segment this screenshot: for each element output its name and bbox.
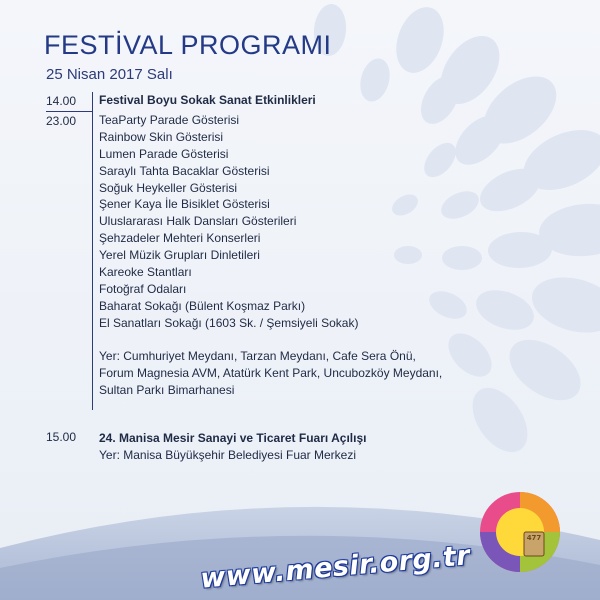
festival-logo	[478, 490, 562, 574]
list-item: Baharat Sokağı (Bülent Koşmaz Parkı)	[99, 298, 306, 313]
list-item: Şener Kaya İle Bisiklet Gösterisi	[99, 197, 270, 212]
list-item: Kareoke Stantları	[99, 265, 192, 280]
event2-title: 24. Manisa Mesir Sanayi ve Ticaret Fuarı Açılışı	[99, 431, 367, 445]
list-item: Lumen Parade Gösterisi	[99, 146, 229, 161]
venue-line: Sultan Parkı Bimarhanesi	[99, 382, 235, 397]
event2-venue: Yer: Manisa Büyükşehir Belediyesi Fuar Merkezi	[99, 448, 356, 462]
page-title: FESTİVAL PROGRAMI	[44, 30, 332, 60]
list-item: Soğuk Heykeller Gösterisi	[99, 180, 238, 195]
logo-text: 477	[526, 534, 542, 542]
venue-line: Forum Magnesia AVM, Atatürk Kent Park, Uncubozköy Meydanı,	[99, 365, 443, 380]
program-date: 25 Nisan 2017 Salı	[46, 66, 173, 83]
website-link[interactable]: www.mesir.org.tr	[199, 540, 472, 595]
event2-time: 15.00	[46, 430, 77, 444]
list-item: Uluslararası Halk Dansları Gösterileri	[99, 214, 297, 229]
list-item: Rainbow Skin Gösterisi	[99, 129, 224, 144]
list-item: Saraylı Tahta Bacaklar Gösterisi	[99, 163, 270, 178]
event1-start-time: 14.00	[46, 92, 92, 112]
list-item: Fotoğraf Odaları	[99, 281, 187, 296]
list-item: El Sanatları Sokağı (1603 Sk. / Şemsiyeli Sokak)	[99, 315, 359, 330]
list-item: TeaParty Parade Gösterisi	[99, 112, 240, 127]
event1-title: Festival Boyu Sokak Sanat Etkinlikleri	[99, 93, 316, 107]
list-item: Yerel Müzik Grupları Dinletileri	[99, 248, 260, 263]
event1-end-time: 23.00	[46, 114, 77, 128]
venue-line: Yer: Cumhuriyet Meydanı, Tarzan Meydanı, Cafe Sera Önü,	[99, 348, 416, 363]
list-item: Şehzadeler Mehteri Konserleri	[99, 231, 261, 246]
